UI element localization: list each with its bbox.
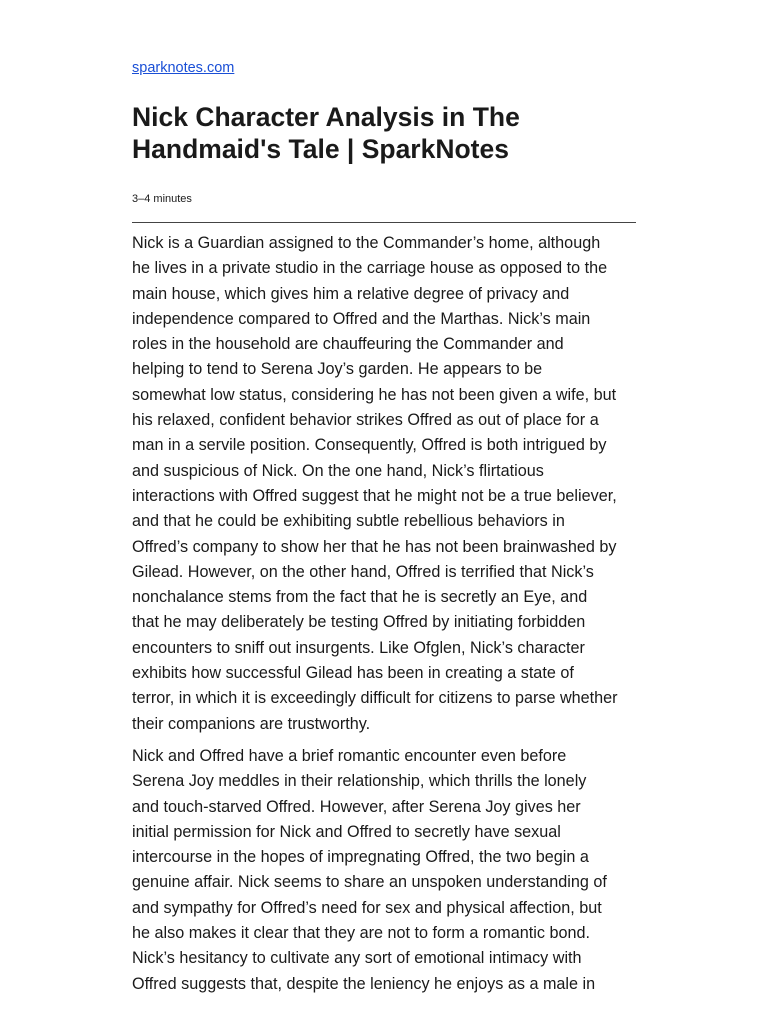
- paragraph-line: and suspicious of Nick. On the one hand, Nick’s flirtatious: [132, 461, 544, 480]
- article-body: [132, 231, 636, 1004]
- paragraph-line: nonchalance stems from the fact that he is secretly an Eye, and: [132, 588, 588, 607]
- paragraph-line: Nick is a Guardian assigned to the Commander’s home, although: [132, 234, 601, 252]
- paragraph-line: initial permission for Nick and Offred to secretly have sexual: [132, 822, 561, 841]
- paragraph-line: helping to tend to Serena Joy’s garden. He appears to be: [132, 360, 543, 379]
- paragraph-line: terror, in which it is exceedingly difficult for citizens to parse whether: [132, 689, 618, 708]
- paragraph-line: main house, which gives him a relative degree of privacy and: [132, 284, 570, 303]
- paragraph-line: independence compared to Offred and the Marthas. Nick’s main: [132, 309, 591, 328]
- paragraph-line: and that he could be exhibiting subtle rebellious behaviors in: [132, 512, 565, 531]
- paragraph-line: exhibits how successful Gilead has been in creating a state of: [132, 664, 574, 683]
- paragraph-line: Nick’s hesitancy to cultivate any sort of emotional intimacy with: [132, 949, 582, 968]
- paragraph-line: interactions with Offred suggest that he might not be a true believer,: [132, 486, 617, 505]
- read-time: 3–4 minutes: [132, 193, 192, 205]
- paragraph-line: encounters to sniff out insurgents. Like Ofglen, Nick’s character: [132, 638, 585, 657]
- paragraph-line: somewhat low status, considering he has not been given a wife, but: [132, 385, 617, 404]
- paragraph-line: Offred suggests that, despite the leniency he enjoys as a male in: [132, 974, 596, 993]
- paragraph-line: he also makes it clear that they are not to form a romantic bond.: [132, 924, 590, 943]
- paragraph-line: Gilead. However, on the other hand, Offred is terrified that Nick’s: [132, 562, 594, 581]
- paragraph-line: and touch-starved Offred. However, after Serena Joy gives her: [132, 797, 581, 816]
- paragraph: [132, 744, 636, 997]
- paragraph-line: Nick and Offred have a brief romantic encounter even before: [132, 746, 567, 765]
- paragraph-line: their companions are trustworthy.: [132, 714, 371, 733]
- paragraph-line: he lives in a private studio in the carriage house as opposed to the: [132, 259, 608, 278]
- paragraph-line: intercourse in the hopes of impregnating Offred, the two begin a: [132, 848, 589, 867]
- paragraph-line: genuine affair. Nick seems to share an unspoken understanding of: [132, 873, 607, 892]
- article-title: [132, 101, 636, 165]
- divider: [132, 222, 636, 223]
- paragraph-line: Serena Joy meddles in their relationship, which thrills the lonely: [132, 772, 587, 791]
- title-line: Handmaid's Tale | SparkNotes: [132, 134, 509, 164]
- paragraph-line: and sympathy for Offred’s need for sex and physical affection, but: [132, 898, 602, 917]
- source-link[interactable]: sparknotes.com: [132, 60, 235, 76]
- title-line: Nick Character Analysis in The: [132, 102, 520, 132]
- paragraph-line: Offred’s company to show her that he has not been brainwashed by: [132, 537, 617, 556]
- paragraph-line: that he may deliberately be testing Offred by initiating forbidden: [132, 613, 586, 632]
- paragraph-line: man in a servile position. Consequently, Offred is both intrigued by: [132, 436, 607, 455]
- paragraph: [132, 231, 636, 737]
- paragraph-line: roles in the household are chauffeuring the Commander and: [132, 335, 564, 354]
- paragraph-line: his relaxed, confident behavior strikes Offred as out of place for a: [132, 411, 599, 430]
